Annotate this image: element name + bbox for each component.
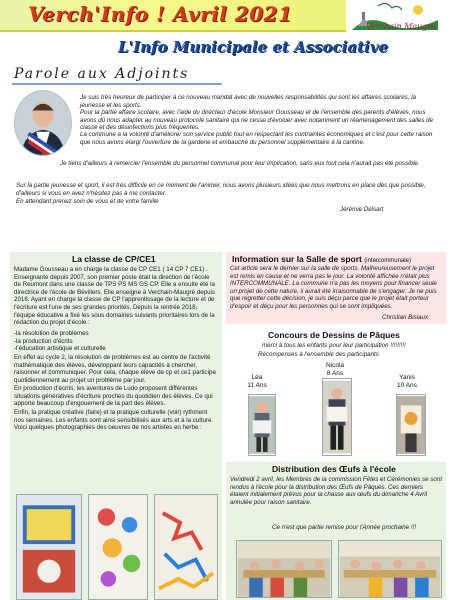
paques-section bbox=[226, 326, 446, 460]
oeufs-section bbox=[226, 462, 446, 600]
adjoint-portrait bbox=[14, 90, 72, 156]
classe-list-item: -l'éducation artistique et culturelle bbox=[14, 345, 106, 353]
artwork-photo-1 bbox=[16, 494, 82, 600]
paques-title: Concours de Dessins de Pâques bbox=[268, 330, 400, 340]
child-photo-nicola bbox=[322, 378, 352, 456]
oeufs-title: Distribution des Œufs à l'école bbox=[272, 464, 396, 474]
adjoints-signature: Jérémie Delsart bbox=[340, 206, 384, 213]
sport-text: Cet article sera le dernier sur la salle de sports. Malheureusement le projet est remis en cause et ne verra pas le jour. La volonté affichée n'était plus INTERCOMMUNALE. La commune n'a pas les moyens pour financer seule un projet de cette nature, il aurait été irraisonnable de s'engager. Je ne puis que regretter cette décision, je suis déçu parce que le projet était porteur d'espoir et déçu pour les personnes qui se sont impliquées. bbox=[230, 265, 437, 310]
child-name: Nicola bbox=[325, 362, 345, 369]
classe-section bbox=[10, 252, 222, 600]
sport-section bbox=[226, 252, 446, 324]
child-name: Léa bbox=[251, 374, 263, 381]
classe-list bbox=[14, 330, 218, 353]
classroom-photo-1 bbox=[236, 540, 332, 598]
child-name: Yanis bbox=[399, 374, 415, 381]
paques-thanks: merci à tous les enfants pour leur participation !!!!!!!!! bbox=[262, 342, 406, 349]
oeufs-text: Vendredi 2 avril, les Membres de la commission Fêtes et Cérémonies se sont rendus à l'école pour la distribution des Œufs de Pâques. Ces derniers étaient initialement prévus pour la chasse aux œufs du dimanche 4 Avril annulée pour raison sanitaire. bbox=[230, 476, 442, 506]
classe-text-3: En production d'écrits, les aventures de Ludo proposent différentes situations génératives d'écriture proches du quotidien des élèves. Ce qui apporte beaucoup d'engouement de la part des élèves. bbox=[14, 385, 213, 408]
masthead bbox=[0, 0, 450, 60]
child-age: 11 Ans bbox=[247, 382, 267, 389]
child-age: 8 Ans bbox=[326, 370, 344, 377]
classe-title: La classe de CP/CE1 bbox=[72, 254, 156, 264]
section-title-adjoints: Parole aux Adjoints bbox=[14, 66, 190, 82]
classe-text-4: Enfin, la pratique créative (faire) et la pratique culturelle (voir) rythment nos semaines. Les enfants sont ainsi sensibilisés aux arts et à la culture. Voici quelques photographies des oeuvres de nos artistes en herbe : bbox=[14, 409, 214, 432]
sport-title bbox=[232, 254, 411, 264]
classe-list-item: -la résolution de problèmes bbox=[14, 330, 89, 337]
sport-title-main: Information sur la Salle de sport bbox=[232, 254, 362, 264]
oeufs-text-2: Ce n'est que partie remise pour l'Année prochaine !!! bbox=[272, 524, 417, 531]
child-photo-yanis bbox=[396, 394, 426, 456]
adjoints-paragraph-2: Pour la partie affaire scolaire, avec l'aide du directeur d'école Monsieur Gousseau et de l'ensemble des parents d'élèves, nous avons dû nous adapter au nouveau protocole sanitaire qui ne cesse d'évoluer avec notamment un réaménagement des salles de classe et des désinfections plus fréquentes. bbox=[80, 109, 434, 132]
sport-title-note: (intercommunale) bbox=[364, 258, 411, 264]
newsletter-subtitle: L'Info Municipale et Associative bbox=[117, 38, 388, 56]
classe-text-2: En effet au cycle 2, la résolution de problèmes est au centre de l'activité mathématique des élèves, développant leurs capacités à chercher, raisonner et communiquer. Pour cela, chaque élève de cp et ce1 participe quotidiennement au projet un problème par jour. bbox=[14, 354, 216, 384]
classe-list-item: -la production d'écrits bbox=[14, 337, 73, 345]
adjoints-paragraph-6: En attendant prenez soin de vous et de votre famille bbox=[16, 198, 159, 205]
adjoints-paragraph-1: Je suis très heureux de participer à ce nouveau mandat avec de nouvelles responsabilités qui sont les affaires scolaires, la jeunesse et les sports. bbox=[80, 94, 417, 109]
child-age: 10 Ans bbox=[397, 382, 417, 389]
child-photo-lea bbox=[248, 394, 276, 456]
logo-text: Verchain Maugré bbox=[365, 22, 436, 31]
village-logo bbox=[348, 0, 444, 38]
artwork-photo-2 bbox=[88, 494, 148, 600]
paques-rewards: Récompenses à l'ensemble des participants bbox=[258, 351, 379, 358]
artwork-photo-3 bbox=[154, 494, 218, 600]
sport-signature: Christian Bisiaux bbox=[382, 314, 429, 321]
classe-text: Madame Gousseau a en charge la classe de CP CE1 ( 14 CP 7 CE1) . Enseignante depuis 2007, son premier poste était la direction de l'école de Reumont dans une classe de TPS PS MS GS CP. Elle a ensuite été la directrice de l'école de Bévillers. Elle enseigne à Verchain-Maugré depuis 2016. Ayant en charge la classe de CP l'apprentissage de la lecture et de l'écriture est l'une de ses grandes priorités. Depuis la rentrée 2018, l'équipe éducative a fixé les sous domaines suivants prioritaires lors de la rédaction du projet d'école : bbox=[14, 266, 216, 327]
adjoints-paragraph-3: La commune a la volonté d'améliorer son service public tout en respectant les contraintes économiques et c'est pour cette raison que nous avons élargi l'ouverture de la garderie et embauché du personnel supplémentaire à la cantine. bbox=[80, 131, 433, 146]
adjoints-paragraph-4: Je tiens d'ailleurs à remercier l'ensemble du personnel communal pour leur implication, sans eux tout cela n'aurait pas été possible. bbox=[60, 160, 420, 167]
newsletter-title: Verch'Info ! Avril 2021 bbox=[28, 2, 293, 26]
title-underline bbox=[12, 83, 222, 85]
classroom-photo-2 bbox=[338, 540, 442, 598]
adjoints-paragraph-5: Sur la partie jeunesse et sport, il est très difficile en ce moment de l'animer, nous avons plusieurs idées que nous mettrons en place dès que possible, d'ailleurs si vous en avez n'hésitez pas à me contacter. bbox=[16, 182, 426, 197]
